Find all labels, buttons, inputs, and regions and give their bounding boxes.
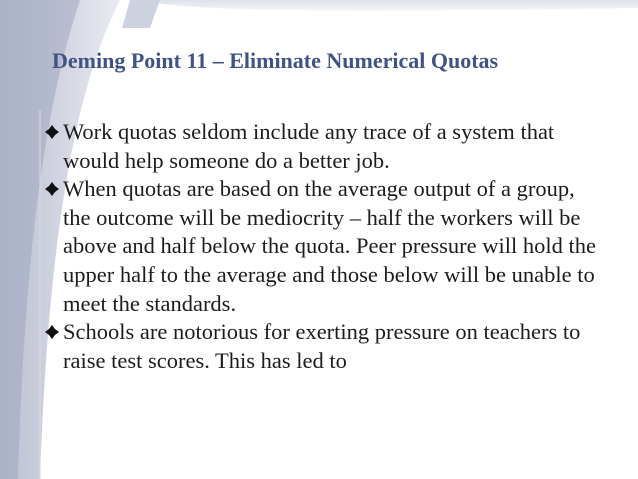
bullet-text: Work quotas seldom include any trace of a system that would help someone do a better job.	[63, 119, 555, 173]
diamond-bullet-icon	[44, 324, 60, 340]
bullet-text: When quotas are based on the average output of a group, the outcome will be mediocrity – half the workers will be above and half below the quota. Peer pressure will hold the upper half to the average and those below will be unable to meet the standards.	[63, 176, 596, 316]
diamond-bullet-icon	[44, 181, 60, 197]
bullet-item	[44, 175, 604, 318]
diamond-bullet-icon	[44, 124, 60, 140]
bullet-text: Schools are notorious for exerting pressure on teachers to raise test scores. This has led to	[63, 319, 581, 373]
slide-title: Deming Point 11 – Eliminate Numerical Quotas	[52, 48, 499, 73]
bullet-item	[44, 318, 604, 375]
bullet-item	[44, 118, 604, 175]
bullet-list	[44, 118, 604, 375]
